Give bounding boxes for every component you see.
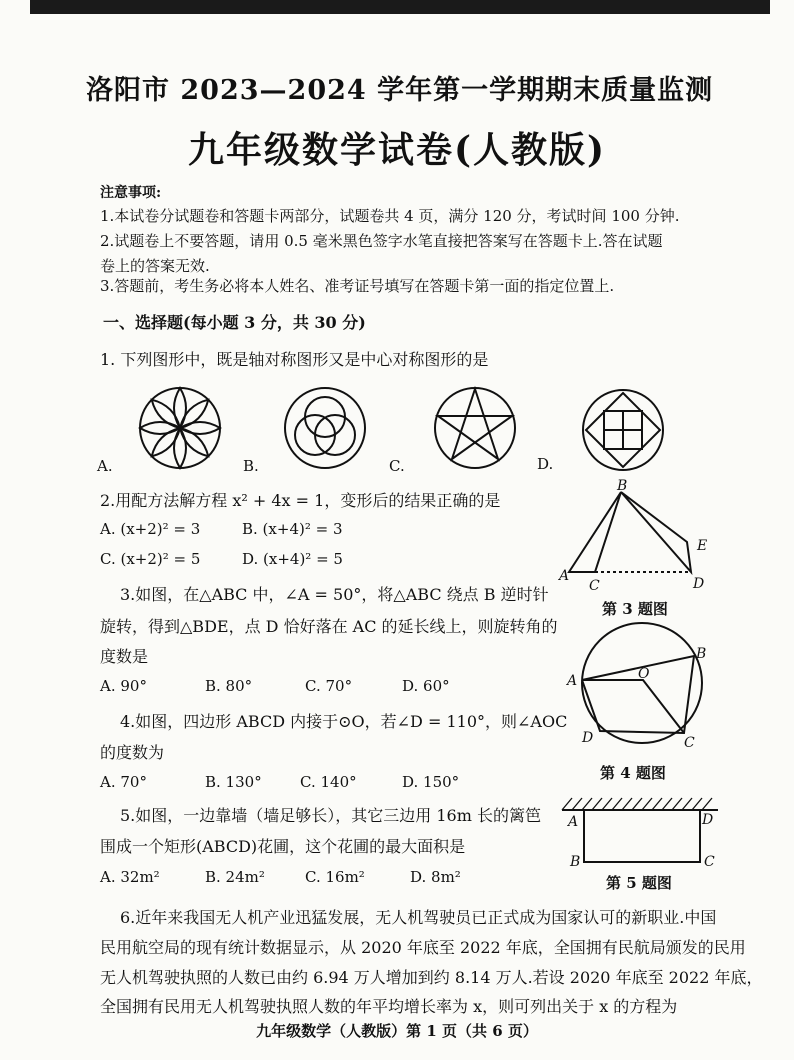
q4-point-d: D	[582, 730, 594, 746]
q3-point-e: E	[697, 538, 708, 554]
q6-line: 全国拥有民用无人机驾驶执照人数的年平均增长率为 x，则可列出关于 x 的方程为	[100, 997, 678, 1016]
q2-option-d: D. (x+4)² = 5	[242, 550, 343, 568]
q5-line: 围成一个矩形(ABCD)花圃，这个花圃的最大面积是	[100, 837, 466, 856]
q6-line: 无人机驾驶执照的人数已由约 6.94 万人增加到约 8.14 万人.若设 2020 年底至 2022 年底，	[100, 968, 763, 987]
q1-option-c-label: C.	[389, 457, 405, 475]
q3-caption: 第 3 题图	[602, 600, 668, 618]
q3-option-d: D. 60°	[402, 677, 450, 695]
notice-line: 1.本试卷分试题卷和答题卡两部分，试题卷共 4 页，满分 120 分，考试时间 100 分钟.	[100, 207, 680, 225]
q6-line: 民用航空局的现有统计数据显示，从 2020 年底至 2022 年底，全国拥有民航局颁发的民用	[100, 938, 746, 957]
q3-point-d: D	[693, 576, 705, 592]
q2-option-a: A. (x+2)² = 3	[100, 520, 201, 538]
q2-option-b: B. (x+4)² = 3	[242, 520, 343, 538]
notice-line: 3.答题前，考生务必将本人姓名、准考证号填写在答题卡第一面的指定位置上.	[100, 277, 615, 295]
q5-option-a: A. 32m²	[100, 868, 160, 886]
scan-top-edge	[30, 0, 770, 14]
q5-caption: 第 5 题图	[606, 874, 672, 892]
q1-stem: 1. 下列图形中，既是轴对称图形又是中心对称图形的是	[100, 350, 489, 369]
q4-option-d: D. 150°	[402, 773, 460, 791]
q3-line: 旋转，得到△BDE，点 D 恰好落在 AC 的延长线上，则旋转角的	[100, 617, 558, 636]
q3-option-a: A. 90°	[100, 677, 147, 695]
notice-line: 卷上的答案无效.	[100, 257, 210, 275]
exam-subtitle: 九年级数学试卷(人教版)	[187, 129, 607, 171]
q3-option-c: C. 70°	[305, 677, 353, 695]
q5-point-b: B	[570, 854, 581, 870]
q1-option-d-label: D.	[537, 455, 554, 473]
q3-option-b: B. 80°	[205, 677, 253, 695]
q4-option-c: C. 140°	[300, 773, 357, 791]
q1-figure-b	[280, 383, 370, 473]
exam-title: 洛阳市 2023—2024 学年第一学期期末质量监测	[86, 75, 714, 106]
q3-line: 3.如图，在△ABC 中，∠A = 50°，将△ABC 绕点 B 逆时针	[120, 585, 549, 604]
q4-point-a: A	[567, 673, 578, 689]
q4-line: 4.如图，四边形 ABCD 内接于⊙O，若∠D = 110°，则∠AOC	[120, 712, 568, 731]
q4-line: 的度数为	[100, 743, 165, 762]
page-footer: 九年级数学（人教版）第 1 页（共 6 页）	[256, 1022, 538, 1040]
q1-option-a-label: A.	[97, 457, 113, 475]
q3-point-b: B	[617, 478, 628, 494]
q2-option-c: C. (x+2)² = 5	[100, 550, 201, 568]
q3-line: 度数是	[100, 647, 149, 666]
q2-stem: 2.用配方法解方程 x² + 4x = 1，变形后的结果正确的是	[100, 491, 501, 510]
q5-option-b: B. 24m²	[205, 868, 265, 886]
notice-line: 2.试题卷上不要答题，请用 0.5 毫米黑色签字水笔直接把答案写在答题卡上.答在试题	[100, 232, 663, 250]
q5-point-d: D	[702, 812, 714, 828]
q4-option-a: A. 70°	[100, 773, 147, 791]
q5-point-a: A	[568, 814, 579, 830]
q3-point-a: A	[559, 568, 570, 584]
q4-caption: 第 4 题图	[600, 764, 666, 782]
q5-option-c: C. 16m²	[305, 868, 365, 886]
q4-point-o: O	[638, 666, 650, 682]
q1-figure-d	[578, 385, 668, 475]
section-heading: 一、选择题(每小题 3 分，共 30 分)	[103, 313, 366, 332]
q5-line: 5.如图，一边靠墙（墙足够长），其它三边用 16m 长的篱笆	[120, 806, 541, 825]
q4-point-c: C	[684, 735, 695, 751]
q5-figure	[560, 796, 720, 876]
q1-figure-c	[430, 383, 520, 473]
q1-figure-a	[135, 383, 225, 473]
q3-point-c: C	[589, 578, 600, 594]
q4-option-b: B. 130°	[205, 773, 262, 791]
q6-line: 6.近年来我国无人机产业迅猛发展，无人机驾驶员已正式成为国家认可的新职业.中国	[120, 908, 717, 927]
q5-point-c: C	[704, 854, 715, 870]
q4-point-b: B	[696, 646, 707, 662]
q3-figure	[555, 480, 715, 600]
q1-option-b-label: B.	[243, 457, 259, 475]
q5-option-d: D. 8m²	[410, 868, 461, 886]
q4-figure	[560, 618, 720, 751]
notice-heading: 注意事项:	[100, 185, 162, 201]
